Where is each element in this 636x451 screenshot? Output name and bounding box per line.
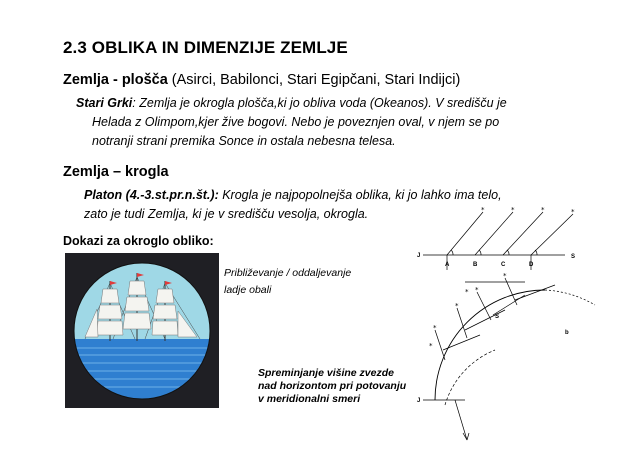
- page-title: 2.3 OBLIKA IN DIMENZIJE ZEMLJE: [63, 38, 348, 57]
- greek-lead: Stari Grki: [76, 96, 133, 110]
- ship-horizon-illustration: [65, 253, 219, 408]
- plato-lead: Platon (4.-3.st.pr.n.št.):: [84, 188, 219, 202]
- greek-line-1: [76, 96, 507, 110]
- stars-caption-line-2: nad horizontom pri potovanju: [258, 380, 407, 392]
- svg-text:*: *: [541, 206, 545, 214]
- svg-text:*: *: [571, 208, 575, 216]
- flat-earth-heading: Zemlja - plošča: [63, 72, 168, 88]
- stars-caption-line-3: v meridionalni smeri: [258, 393, 361, 405]
- greek-paragraph: [76, 94, 566, 151]
- section-heading-sphere: Zemlja – krogla: [63, 164, 169, 180]
- svg-text:*: *: [475, 286, 479, 294]
- section-heading-flat-earth: [63, 72, 460, 88]
- svg-text:*: *: [481, 206, 485, 214]
- label-s-top: S: [571, 254, 576, 260]
- greek-line-3: notranji strani premika Sonce in ostala nebesna telesa.: [92, 134, 396, 148]
- plato-text-1: Krogla je najpopolnejša oblika, ki jo lahko ima telo,: [218, 188, 502, 202]
- label-d: D: [529, 262, 534, 268]
- ship-caption: [224, 265, 351, 299]
- svg-text:*: *: [455, 302, 459, 310]
- greek-line-2: Helada z Olimpom,kjer žive bogovi. Nebo je poveznjen oval, v njem se po: [92, 115, 500, 129]
- label-b: B: [473, 262, 478, 268]
- svg-text:*: *: [429, 342, 433, 350]
- label-j-bottom: J: [417, 398, 421, 404]
- svg-text:*: *: [433, 324, 437, 332]
- ship-caption-line-1: Približevanje / oddaljevanje: [224, 267, 352, 279]
- star-altitude-diagram: [405, 200, 636, 451]
- label-j-top: J: [417, 253, 421, 259]
- label-s-circle: S: [495, 314, 500, 320]
- label-b-right: b: [565, 330, 569, 336]
- svg-text:*: *: [511, 206, 515, 214]
- stars-caption: [258, 367, 406, 406]
- earth-arc: [435, 290, 545, 400]
- evidence-heading: Dokazi za okroglo obliko:: [63, 234, 214, 248]
- flat-earth-peoples: (Asirci, Babilonci, Stari Egipčani, Stari Indijci): [167, 72, 461, 88]
- label-a: A: [445, 262, 450, 268]
- ship-caption-line-2: ladje obali: [224, 284, 272, 296]
- svg-text:*: *: [503, 272, 507, 280]
- label-c: C: [501, 262, 506, 268]
- greek-text-1: : Zemlja je okrogla plošča,ki jo obliva voda (Okeanos). V središču je: [132, 96, 507, 110]
- plato-line-2: zato je tudi Zemlja, ki je v središču vesolja, okrogla.: [84, 207, 369, 221]
- stars-caption-line-1: Spreminjanje višine zvezde: [258, 367, 394, 379]
- star-markers: [429, 206, 575, 350]
- svg-text:*: *: [465, 288, 469, 296]
